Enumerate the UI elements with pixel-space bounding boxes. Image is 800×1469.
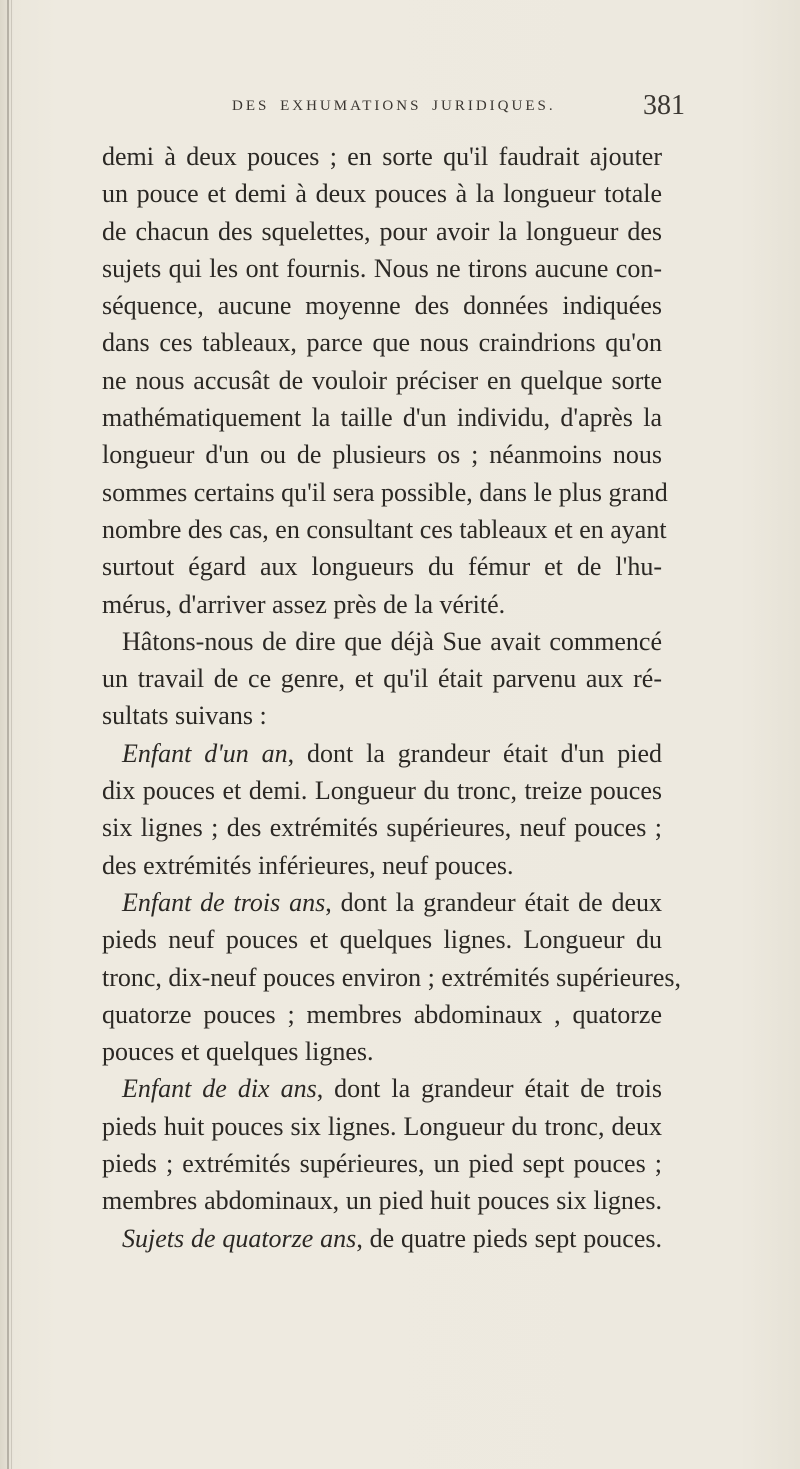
- text-line: [102, 1033, 662, 1070]
- text-line-content: sultats suivans :: [102, 701, 267, 731]
- text-line-content: , dont la grandeur était d'un pied: [287, 738, 663, 768]
- text-line: [102, 847, 662, 884]
- text-line-content: mérus, d'arriver assez près de la vérité.: [102, 589, 506, 619]
- text-line-content: Hâtons-nous de dire que déjà Sue avait commencé: [122, 626, 662, 656]
- text-line: [102, 362, 662, 399]
- text-line: [102, 586, 662, 623]
- running-head: DES EXHUMATIONS JURIDIQUES.: [232, 98, 556, 114]
- text-line: [102, 959, 682, 996]
- text-line-content: pieds neuf pouces et quelques lignes. Longueur du: [102, 925, 662, 955]
- text-line-content: , de quatre pieds sept pouces.: [356, 1223, 663, 1253]
- text-line: [102, 399, 662, 436]
- text-line-content: nombre des cas, en consultant ces tableaux et en ayant: [102, 514, 667, 544]
- text-line-content: sujets qui les ont fournis. Nous ne tirons aucune con-: [102, 253, 662, 283]
- text-line-content: pieds ; extrémités supérieures, un pied sept pouces ;: [102, 1149, 662, 1179]
- text-line: [102, 772, 662, 809]
- text-line: [102, 1220, 662, 1257]
- text-line: [102, 623, 662, 660]
- text-line: [102, 1182, 662, 1219]
- text-line-content: séquence, aucune moyenne des données indiquées: [102, 291, 662, 321]
- text-line: [102, 1145, 662, 1182]
- text-line-content: des extrémités inférieures, neuf pouces.: [102, 850, 514, 880]
- text-line: [102, 548, 662, 585]
- text-line-content: six lignes ; des extrémités supérieures, neuf pouces ;: [102, 813, 662, 843]
- text-line-content: , dont la grandeur était de trois: [316, 1074, 662, 1104]
- text-line: [102, 884, 662, 921]
- text-line: [102, 324, 662, 361]
- italic-heading: Enfant d'un an: [122, 738, 288, 768]
- text-line: [102, 138, 662, 175]
- text-line-content: mathématiquement la taille d'un individu, d'après la: [102, 403, 662, 433]
- italic-heading: Enfant de trois ans: [122, 887, 326, 917]
- text-line-content: sommes certains qu'il sera possible, dans le plus grand: [102, 477, 668, 507]
- text-line-content: , dont la grandeur était de deux: [325, 887, 662, 917]
- text-line-content: ne nous accusât de vouloir préciser en quelque sorte: [102, 365, 662, 395]
- text-line-content: dix pouces et demi. Longueur du tronc, treize pouces: [102, 776, 662, 806]
- page-gutter-line: [7, 0, 9, 1469]
- italic-heading: Sujets de quatorze ans: [122, 1223, 357, 1253]
- text-line-content: longueur d'un ou de plusieurs os ; néanmoins nous: [102, 440, 662, 470]
- text-line: [102, 213, 662, 250]
- text-line-content: un travail de ce genre, et qu'il était parvenu aux ré-: [102, 664, 662, 694]
- text-line-content: tronc, dix-neuf pouces environ ; extrémités supérieures,: [102, 962, 682, 992]
- text-line: [102, 474, 668, 511]
- text-line: [102, 697, 662, 734]
- text-line-content: surtout égard aux longueurs du fémur et de l'hu-: [102, 552, 662, 582]
- body-text: [102, 138, 682, 1257]
- italic-heading: Enfant de dix ans: [122, 1074, 317, 1104]
- text-line: [102, 809, 662, 846]
- text-line: [102, 660, 662, 697]
- text-line-content: pouces et quelques lignes.: [102, 1037, 374, 1067]
- page-gutter-line-secondary: [11, 0, 12, 1469]
- text-line: [102, 436, 662, 473]
- page-number: 381: [643, 90, 685, 121]
- page-header: [0, 90, 800, 130]
- text-line-content: un pouce et demi à deux pouces à la longueur totale: [102, 179, 662, 209]
- text-line-content: demi à deux pouces ; en sorte qu'il faudrait ajouter: [102, 142, 662, 171]
- text-line-content: pieds huit pouces six lignes. Longueur du tronc, deux: [102, 1111, 662, 1141]
- text-line: [102, 511, 667, 548]
- text-line: [102, 1108, 662, 1145]
- text-line: [102, 250, 662, 287]
- text-line-content: dans ces tableaux, parce que nous craindrions qu'on: [102, 328, 662, 358]
- text-line-content: membres abdominaux, un pied huit pouces six lignes.: [102, 1186, 662, 1216]
- text-line: [102, 1070, 662, 1107]
- text-line-content: quatorze pouces ; membres abdominaux , quatorze: [102, 999, 662, 1029]
- text-line: [102, 921, 662, 958]
- text-line: [102, 996, 662, 1033]
- text-line: [102, 735, 662, 772]
- text-line: [102, 287, 662, 324]
- text-line: [102, 175, 662, 212]
- text-line-content: de chacun des squelettes, pour avoir la longueur des: [102, 216, 662, 246]
